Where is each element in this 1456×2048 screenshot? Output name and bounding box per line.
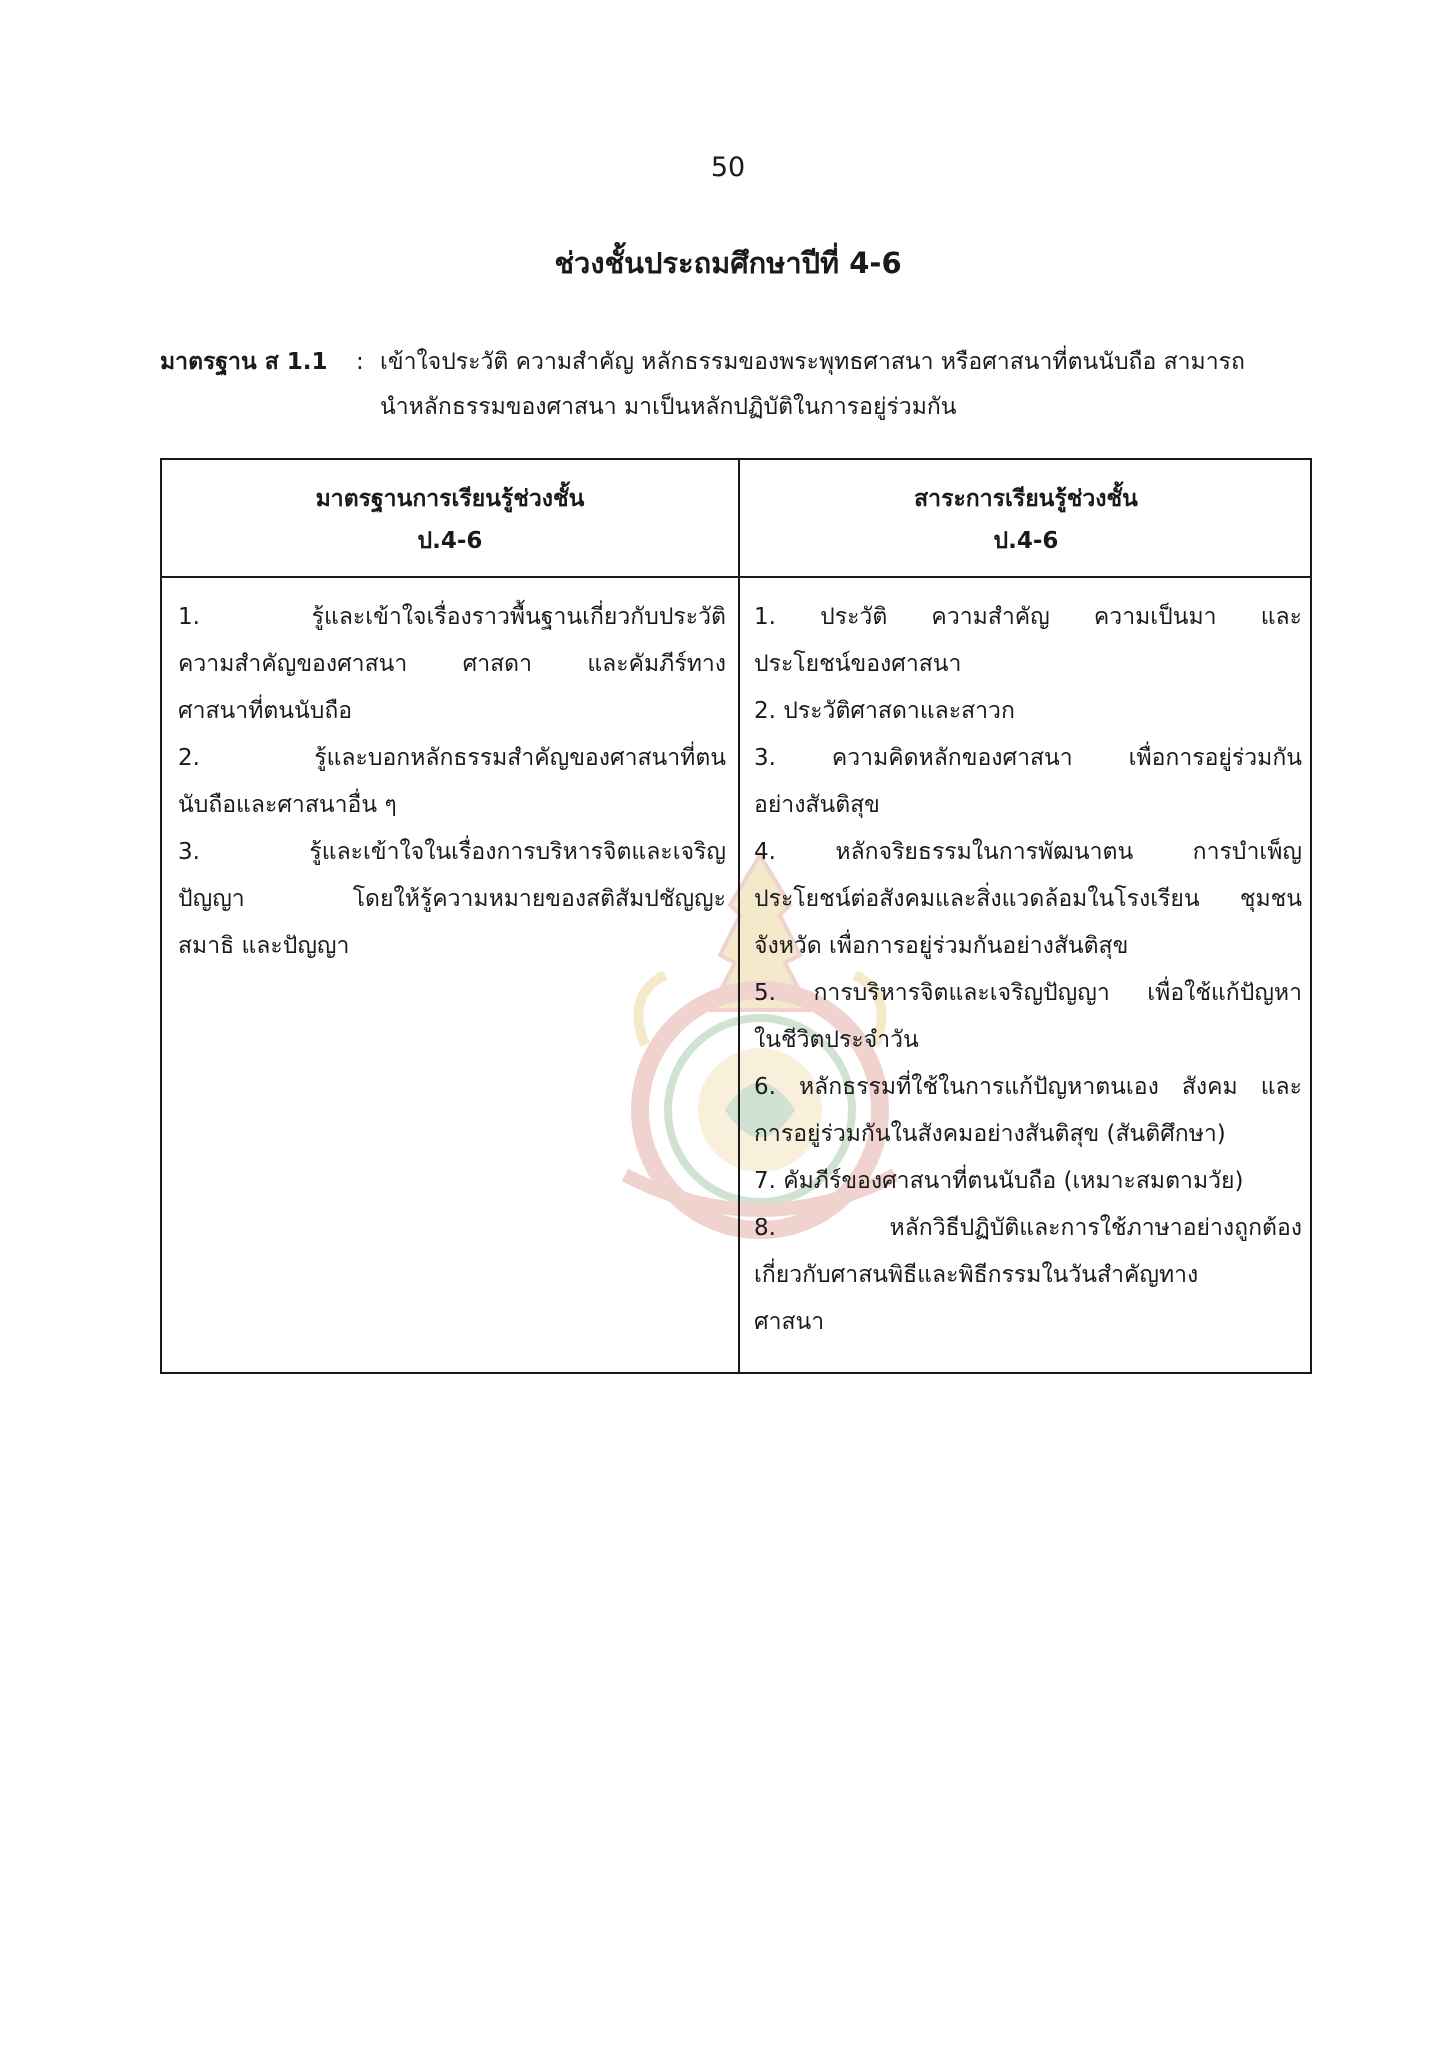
right-body-line: ในชีวิตประจำวัน xyxy=(754,1027,919,1053)
learning-standards-table xyxy=(160,458,1312,1374)
left-body-line: ความสำคัญของศาสนา ศาสดา และคัมภีร์ทาง xyxy=(178,651,726,677)
left-body-line: 2. รู้และบอกหลักธรรมสำคัญของศาสนาที่ตน xyxy=(178,745,726,771)
left-body-line: 1. รู้และเข้าใจเรื่องราวพื้นฐานเกี่ยวกับประวัติ xyxy=(178,604,726,630)
standard-text-line: นำหลักธรรมของศาสนา มาเป็นหลักปฏิบัติในการอยู่ร่วมกัน xyxy=(380,394,957,420)
header-divider xyxy=(162,576,1310,578)
left-body-line: ศาสนาที่ตนนับถือ xyxy=(178,698,353,724)
standard-label: มาตรฐาน ส 1.1 xyxy=(160,349,328,375)
right-body-line: เกี่ยวกับศาสนพิธีและพิธีกรรมในวันสำคัญทาง xyxy=(754,1262,1199,1288)
right-body-line: 1. ประวัติ ความสำคัญ ความเป็นมา และ xyxy=(754,604,1302,630)
left-body-line: 3. รู้และเข้าใจในเรื่องการบริหารจิตและเจริญ xyxy=(178,839,726,865)
right-header-line: สาระการเรียนรู้ช่วงชั้น xyxy=(914,486,1138,512)
left-body-line: ปัญญา โดยให้รู้ความหมายของสติสัมปชัญญะ xyxy=(178,886,726,912)
right-body-line: จังหวัด เพื่อการอยู่ร่วมกันอย่างสันติสุข xyxy=(754,933,1129,959)
right-body-line: ประโยชน์ต่อสังคมและสิ่งแวดล้อมในโรงเรียน ชุมชน xyxy=(754,886,1302,912)
left-column-header xyxy=(162,478,738,562)
standard-text-line: เข้าใจประวัติ ความสำคัญ หลักธรรมของพระพุทธศาสนา หรือศาสนาที่ตนนับถือ สามารถ xyxy=(380,349,1245,375)
right-body-line: 8. หลักวิธีปฏิบัติและการใช้ภาษาอย่างถูกต้อง xyxy=(754,1215,1302,1241)
standard-statement xyxy=(160,340,1310,430)
left-column-body xyxy=(178,594,726,970)
right-header-line: ป.4-6 xyxy=(993,528,1059,554)
right-column-body xyxy=(754,594,1302,1346)
column-divider xyxy=(738,460,740,1372)
left-body-line: นับถือและศาสนาอื่น ๆ xyxy=(178,792,397,818)
right-column-header xyxy=(738,478,1314,562)
right-body-line: 6. หลักธรรมที่ใช้ในการแก้ปัญหาตนเอง สังคม และ xyxy=(754,1074,1302,1100)
right-body-line: ศาสนา xyxy=(754,1309,825,1335)
standard-text xyxy=(380,340,1310,430)
right-body-line: 2. ประวัติศาสดาและสาวก xyxy=(754,698,1015,724)
left-header-line: มาตรฐานการเรียนรู้ช่วงชั้น xyxy=(315,486,585,512)
right-body-line: 5. การบริหารจิตและเจริญปัญญา เพื่อใช้แก้ปัญหา xyxy=(754,980,1302,1006)
right-body-line: อย่างสันติสุข xyxy=(754,792,880,818)
page-number: 50 xyxy=(710,152,746,183)
left-header-line: ป.4-6 xyxy=(417,528,483,554)
standard-colon: : xyxy=(356,349,364,375)
left-body-line: สมาธิ และปัญญา xyxy=(178,933,350,959)
right-body-line: 4. หลักจริยธรรมในการพัฒนาตน การบำเพ็ญ xyxy=(754,839,1302,865)
section-title: ช่วงชั้นประถมศึกษาปีที่ 4-6 xyxy=(554,246,902,280)
right-body-line: 7. คัมภีร์ของศาสนาที่ตนนับถือ (เหมาะสมตามวัย) xyxy=(754,1168,1244,1194)
right-body-line: การอยู่ร่วมกันในสังคมอย่างสันติสุข (สันติศึกษา) xyxy=(754,1121,1226,1147)
right-body-line: ประโยชน์ของศาสนา xyxy=(754,651,962,677)
right-body-line: 3. ความคิดหลักของศาสนา เพื่อการอยู่ร่วมกัน xyxy=(754,745,1302,771)
